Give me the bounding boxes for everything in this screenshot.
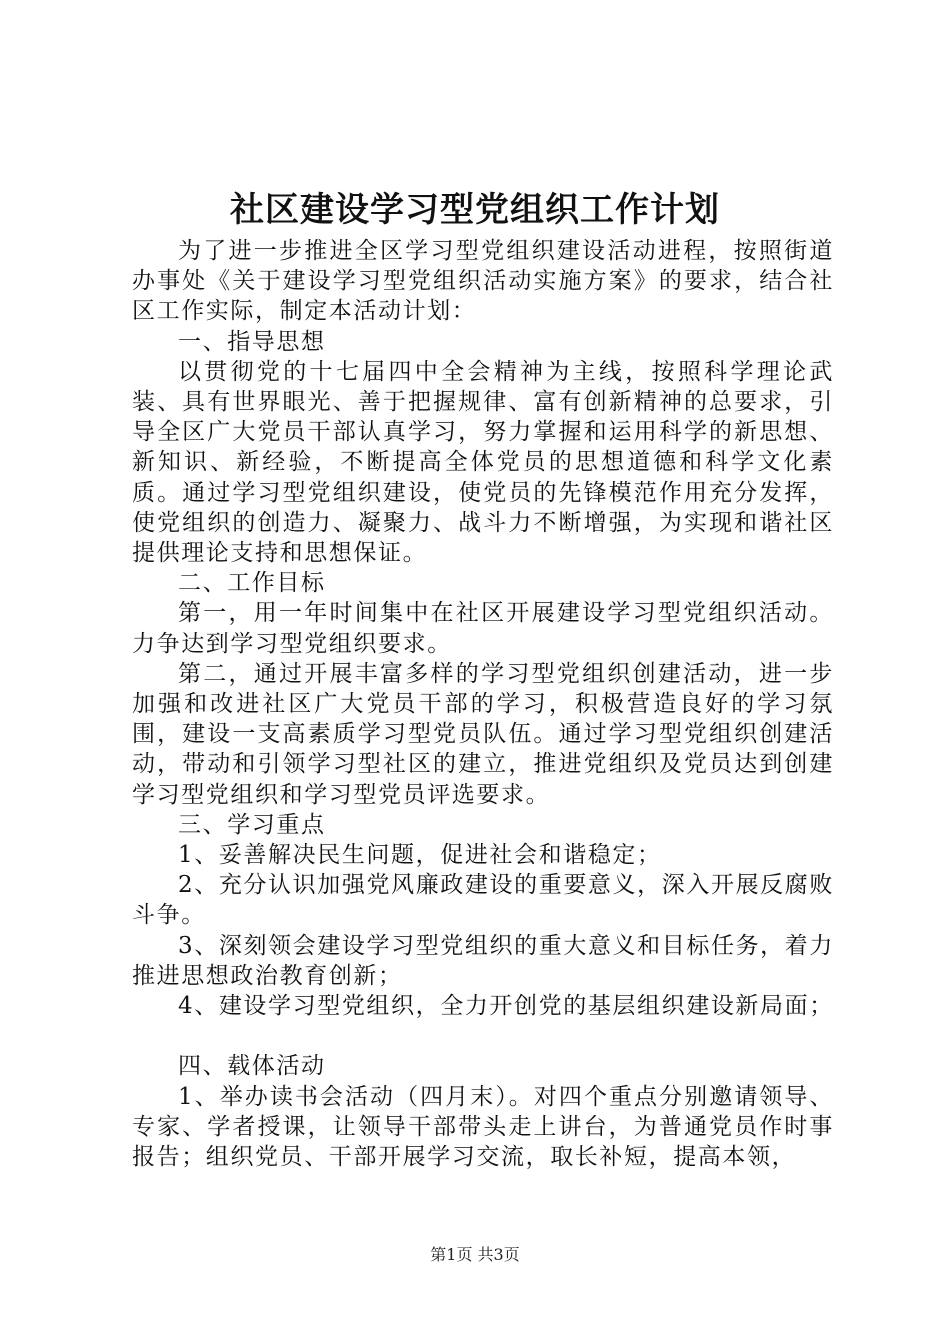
blank-line: [132, 1021, 834, 1051]
study-focus-item-3: 3、深刻领会建设学习型党组织的重大意义和目标任务，着力推进思想政治教育创新；: [132, 932, 834, 989]
study-focus-item-2: 2、充分认识加强党风廉政建设的重要意义，深入开展反腐败斗争。: [132, 872, 834, 929]
intro-paragraph: 为了进一步推进全区学习型党组织建设活动进程，按照街道办事处《关于建设学习型党组织活动实施方案》的要求，结合社区工作实际，制定本活动计划：: [132, 238, 834, 325]
document-title: 社区建设学习型党组织工作计划: [230, 190, 720, 230]
section-heading-study-focus: 三、学习重点: [178, 811, 326, 838]
goal-paragraph-first: 第一，用一年时间集中在社区开展建设学习型党组织活动。力争达到学习型党组织要求。: [132, 600, 834, 657]
section-heading-guiding-thought: 一、指导思想: [178, 328, 326, 355]
guiding-thought-paragraph: 以贯彻党的十七届四中全会精神为主线，按照科学理论武装、具有世界眼光、善于把握规律、富有创新精神的总要求，引导全区广大党员干部认真学习，努力掌握和运用科学的新思想、新知识、新经验，不断提高全体党员的思想道德和科学文化素质。通过学习型党组织建设，使党员的先锋模范作用充分发挥，使党组织的创造力、凝聚力、战斗力不断增强，为实现和谐社区提供理论支持和思想保证。: [132, 358, 834, 567]
section-heading-work-goals: 二、工作目标: [178, 570, 326, 597]
goal-paragraph-second: 第二，通过开展丰富多样的学习型党组织创建活动，进一步加强和改进社区广大党员干部的学习，积极营造良好的学习氛围，建设一支高素质学习型党员队伍。通过学习型党组织创建活动，带动和引领学习型社区的建立，推进党组织及党员达到创建学习型党组织和学习型党员评选要求。: [132, 660, 834, 808]
page-footer: 第1页 共3页: [430, 1245, 520, 1264]
activity-item-1: 1、举办读书会活动（四月末）。对四个重点分别邀请领导、专家、学者授课，让领导干部带头走上讲台，为普通党员作时事报告；组织党员、干部开展学习交流，取长补短，提高本领，: [132, 1083, 834, 1171]
section-heading-activities: 四、载体活动: [178, 1053, 326, 1080]
document-body: [132, 236, 834, 1172]
study-focus-item-1: 1、妥善解决民生问题，促进社会和谐稳定；: [178, 842, 662, 869]
study-focus-item-4: 4、建设学习型党组织，全力开创党的基层组织建设新局面；: [178, 993, 834, 1020]
